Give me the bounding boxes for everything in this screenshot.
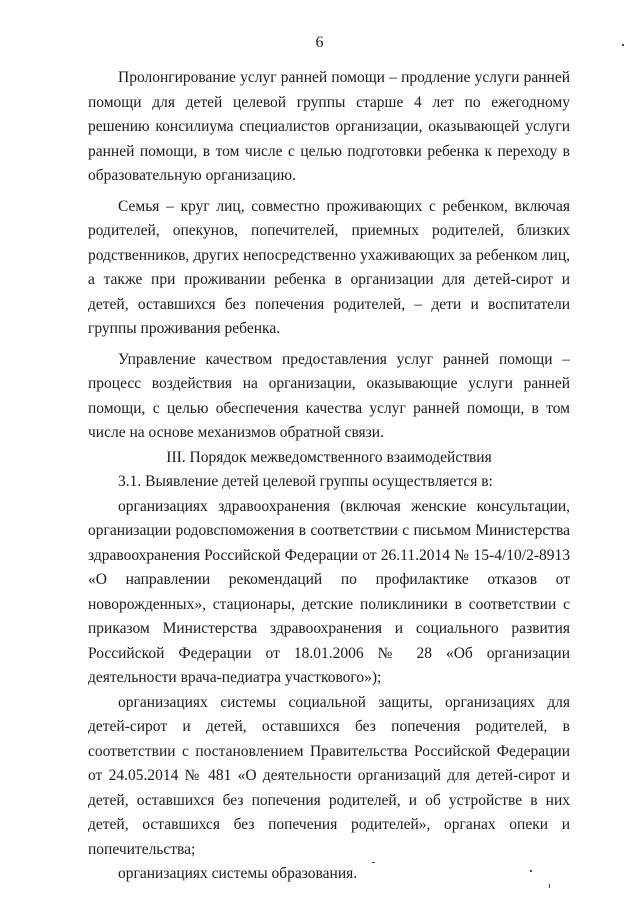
paragraph-family: Семья – круг лиц, совместно проживающих с ребенком, включая родителей, опекунов, попечителей, приемных родителей, близких родственников, других непосредственно ухаживающих за ребенком лиц, а также при проживании ребенка в организации для детей-сирот и детей, оставшихся без попечения родителей, – дети и воспитатели группы проживания ребенка. bbox=[88, 197, 570, 337]
scan-speck bbox=[549, 884, 550, 888]
paragraph-quality-management: Управление качеством предоставления услуг ранней помощи – процесс воздействия на организации, оказывающие услуги ранней помощи, с целью обеспечения качества услуг ранней помощи, в том числе на основе механизмов обратной связи. bbox=[88, 350, 570, 441]
section-heading: III. Порядок межведомственного взаимодействия bbox=[166, 448, 492, 466]
scan-speck bbox=[372, 862, 375, 863]
paragraph-education-orgs: организациях системы образования. bbox=[118, 865, 358, 882]
document-body bbox=[88, 66, 570, 887]
paragraph-healthcare-orgs: организациях здравоохранения (включая женские консультации, организации родовспоможения в соответствии с письмом Министерства здравоохранения Российской Федерации от 26.11.2014 № 15-4/10/2-8913 «О направлении рекомендаций по профилактике отказов от новорожденных», стационары, детские поликлиники в соответствии с приказом Министерства здравоохранения и социального развития Российской Федерации от 18.01.2006 № 28 «Об организации деятельности врача-педиатра участкового»); bbox=[88, 497, 570, 686]
page-number: 6 bbox=[315, 34, 324, 51]
paragraph-identification: 3.1. Выявление детей целевой группы осуществляется в: bbox=[118, 473, 493, 490]
scan-speck bbox=[622, 44, 624, 46]
paragraph-social-protection-orgs: организациях системы социальной защиты, организациях для детей-сирот и детей, оставшихся без попечения родителей, в соответствии с постановлением Правительства Российской Федерации от 24.05.2014 № 481 «О деятельности организаций для детей-сирот и детей, оставшихся без попечения родителей, и об устройстве в них детей, оставшихся без попечения родителей», органах опеки и попечительства; bbox=[88, 693, 570, 858]
scan-speck bbox=[530, 870, 532, 872]
paragraph-prolongation: Пролонгирование услуг ранней помощи – продление услуги ранней помощи для детей целевой группы старше 4 лет по ежегодному решению консилиума специалистов организации, оказывающей услуги ранней помощи, в том числе с целью подготовки ребенка к переходу в образовательную организацию. bbox=[88, 69, 570, 184]
